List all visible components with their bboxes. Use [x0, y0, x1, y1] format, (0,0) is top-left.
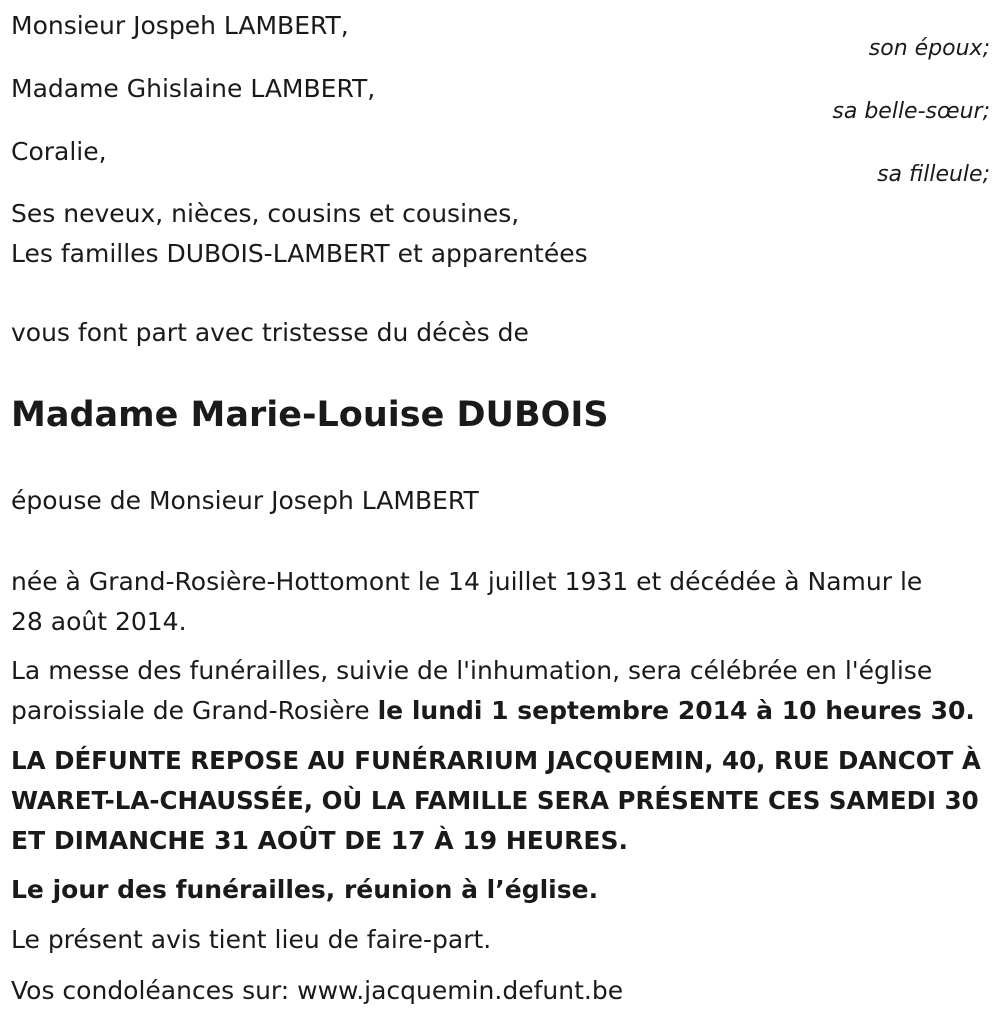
- notice-text: Le présent avis tient lieu de faire-part.: [11, 925, 492, 954]
- condolences-text: Vos condoléances sur: www.jacquemin.defunt.be: [11, 976, 624, 1005]
- funerarium-line-2: WARET-LA-CHAUSSÉE, OÙ LA FAMILLE SERA PRÉSENTE CES SAMEDI 30: [11, 786, 979, 815]
- family-line-1: Ses neveux, nièces, cousins et cousines,: [11, 199, 520, 228]
- announcement-text: vous font part avec tristesse du décès de: [11, 318, 529, 347]
- relative-name-2: Madame Ghislaine LAMBERT,: [11, 74, 376, 103]
- birth-death-line-2: 28 août 2014.: [11, 607, 187, 636]
- family-line-2: Les familles DUBOIS-LAMBERT et apparentées: [11, 239, 588, 268]
- deceased-name: Madame Marie-Louise DUBOIS: [11, 395, 609, 435]
- mass-location: paroissiale de Grand-Rosière: [11, 696, 378, 725]
- spouse-line: épouse de Monsieur Joseph LAMBERT: [11, 486, 479, 515]
- relative-role-2: sa belle-sœur;: [832, 99, 990, 124]
- funerarium-line-1: LA DÉFUNTE REPOSE AU FUNÉRARIUM JACQUEMIN, 40, RUE DANCOT À: [11, 746, 981, 775]
- meeting-text: Le jour des funérailles, réunion à l’église.: [11, 875, 599, 904]
- relative-name-3: Coralie,: [11, 137, 107, 166]
- mass-line-2: [11, 691, 975, 731]
- relative-name-1: Monsieur Jospeh LAMBERT,: [11, 11, 349, 40]
- mass-date: le lundi 1 septembre 2014 à 10 heures 30.: [377, 696, 975, 725]
- relative-role-1: son époux;: [868, 36, 990, 61]
- birth-death-line-1: née à Grand-Rosière-Hottomont le 14 juillet 1931 et décédée à Namur le: [11, 567, 923, 596]
- relative-role-3: sa filleule;: [877, 162, 990, 187]
- mass-line-1: La messe des funérailles, suivie de l'inhumation, sera célébrée en l'église: [11, 656, 933, 685]
- funerarium-line-3: ET DIMANCHE 31 AOÛT DE 17 À 19 HEURES.: [11, 826, 628, 855]
